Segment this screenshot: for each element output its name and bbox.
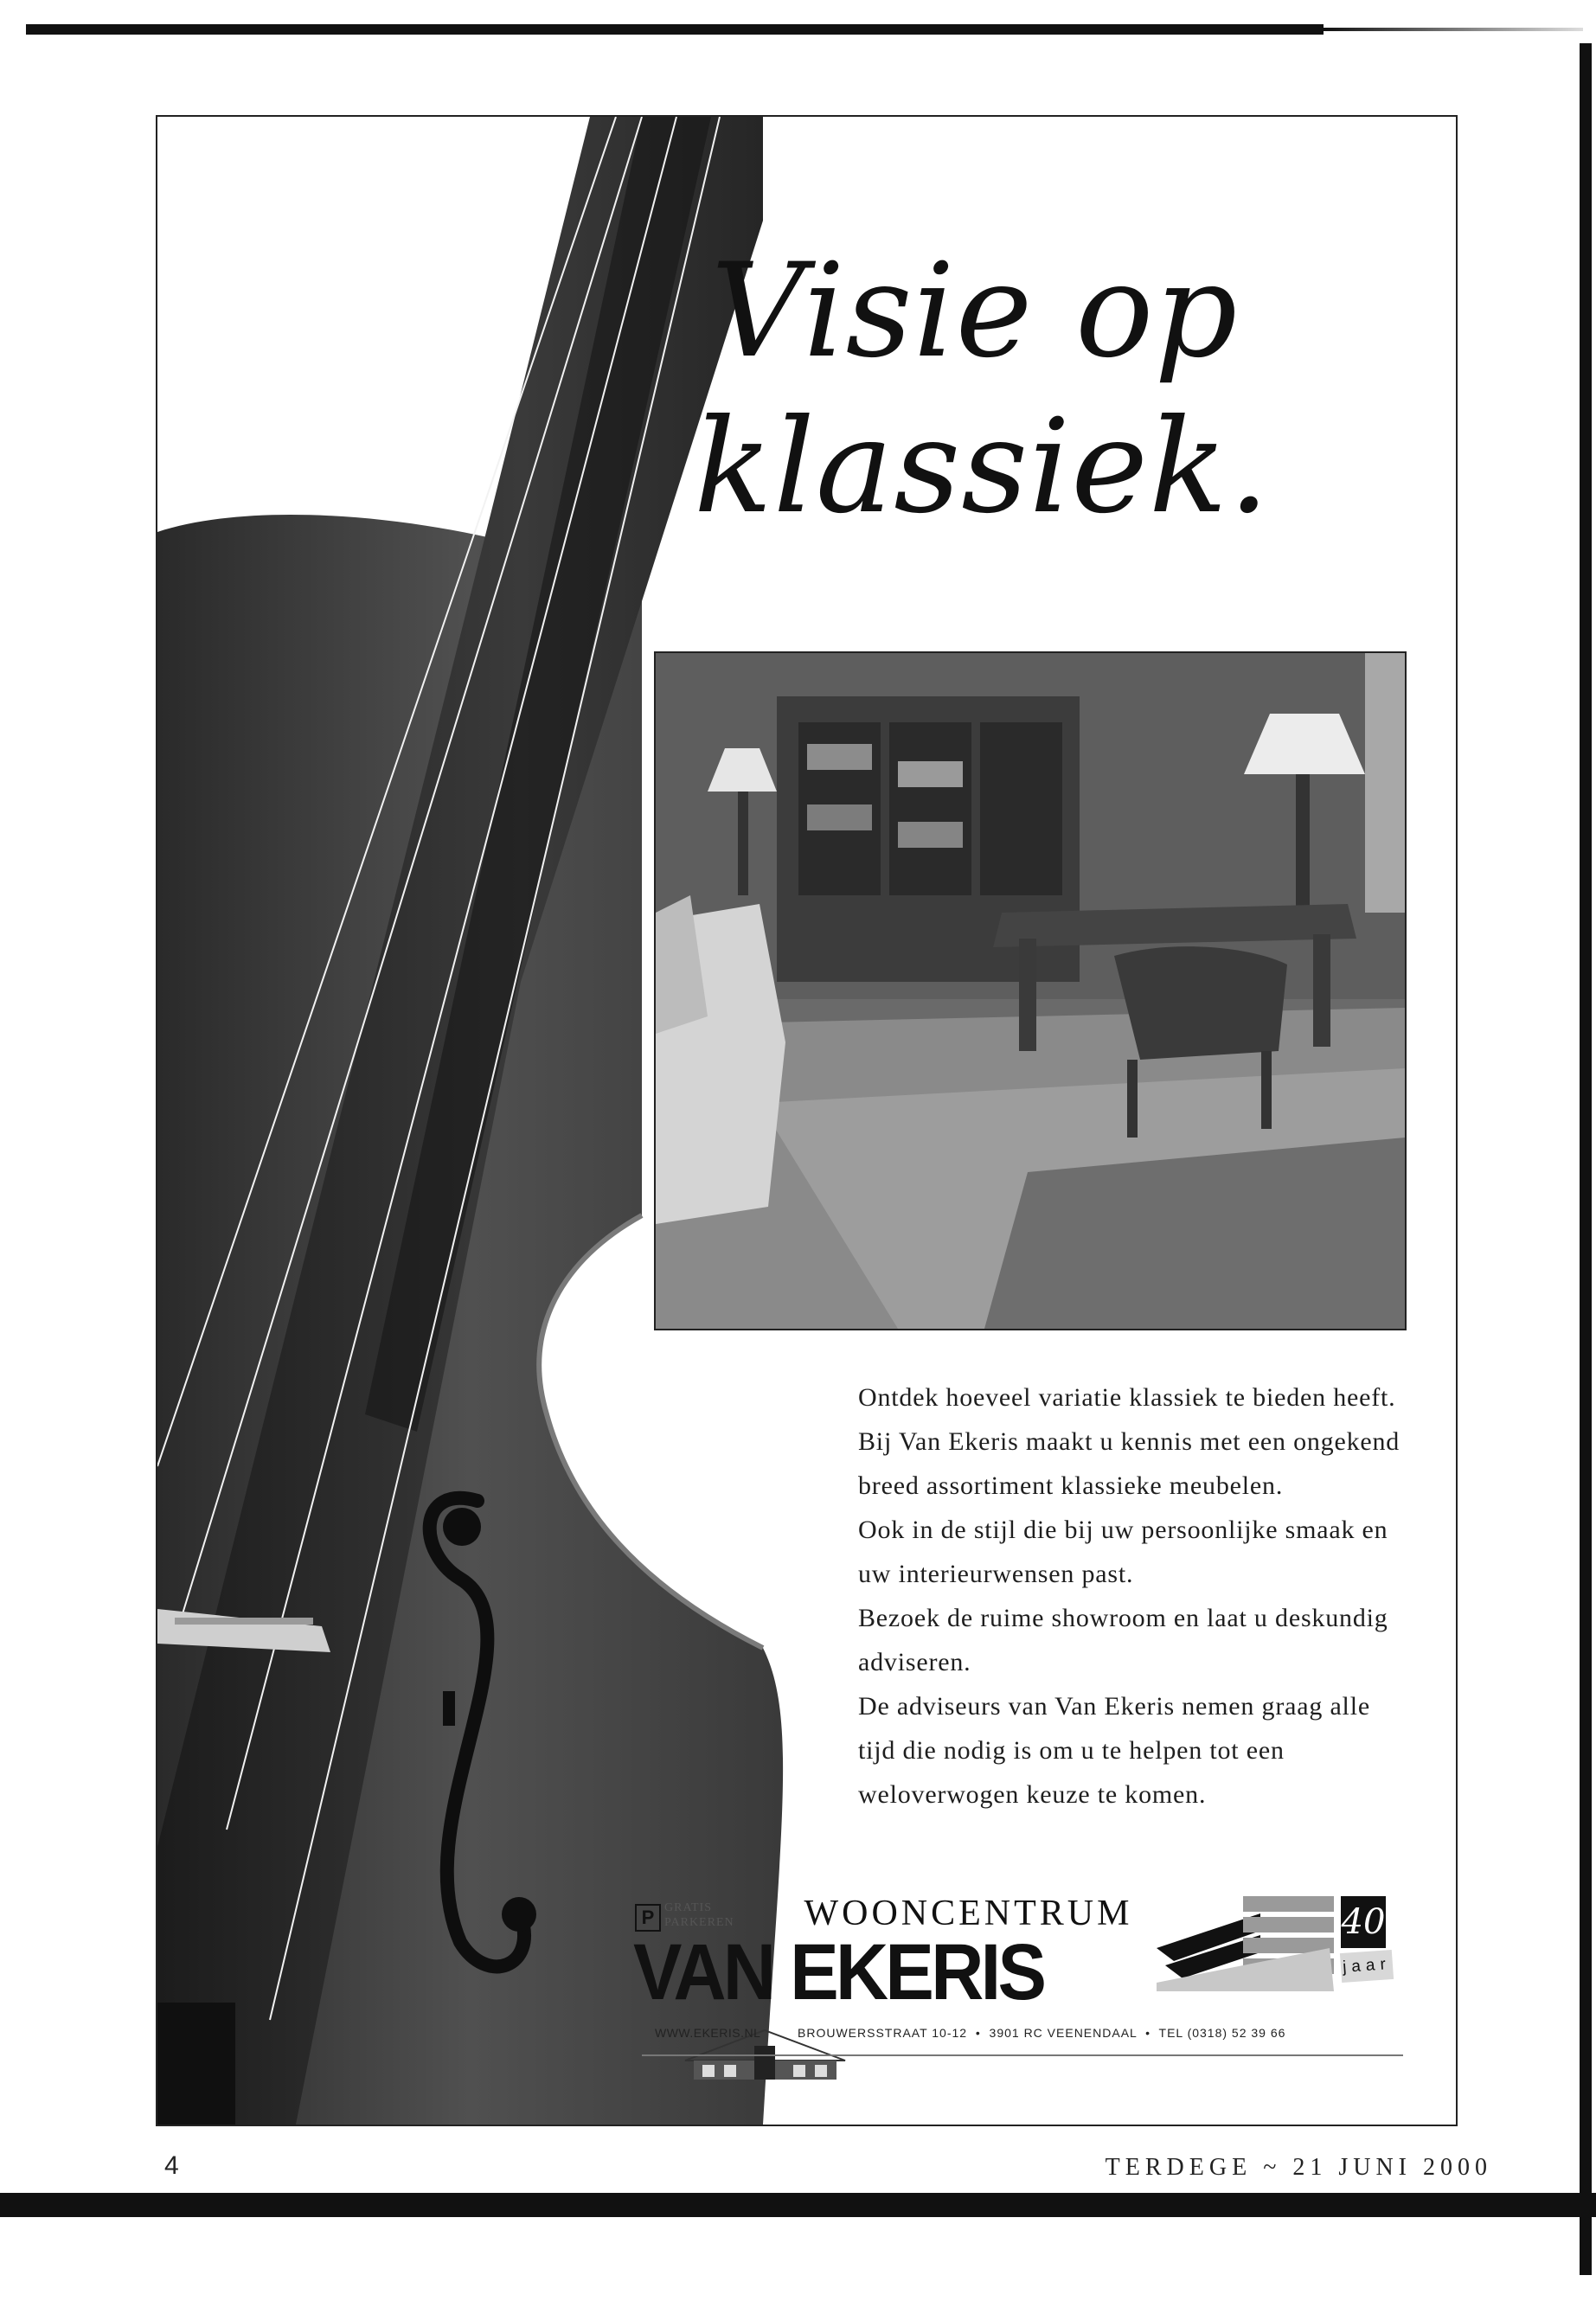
headline-line-1: Visie op: [711, 236, 1239, 387]
headline: [694, 234, 1271, 545]
running-footer: TERDEGE ~ 21 JUNI 2000: [1105, 2154, 1492, 2181]
interior-photo: [654, 651, 1407, 1330]
ekeris-logo-mark: [1157, 1896, 1334, 1991]
parking-text: [664, 1900, 734, 1930]
parking-line-2: PARKEREN: [664, 1916, 734, 1929]
store-name-main: VAN EKERIS: [633, 1928, 1044, 2016]
anniversary-number: 40: [1341, 1896, 1386, 1948]
body-copy: [858, 1375, 1403, 1817]
body-paragraph: Ook in de stijl die bij uw persoonlijke smaak en uw interieurwensen past.: [858, 1516, 1388, 1588]
bottom-rule: [0, 2193, 1596, 2217]
anniversary-word: jaar: [1340, 1950, 1394, 1983]
top-rule-fade: [1324, 28, 1583, 31]
body-paragraph: De adviseurs van Van Ekeris nemen graag alle tijd die nodig is om u te helpen tot een weloverwogen keuze te komen.: [858, 1692, 1370, 1809]
right-edge-rule: [1580, 43, 1592, 2275]
store-address: BROUWERSSTRAAT 10-12 • 3901 RC VEENENDAAL • TEL (0318) 52 39 66: [798, 2026, 1286, 2040]
store-name-top: WOONCENTRUM: [804, 1894, 1133, 1933]
parking-line-1: GRATIS: [664, 1901, 713, 1914]
body-paragraph: Ontdek hoeveel variatie klassiek te bieden heeft. Bij Van Ekeris maakt u kennis met een ongekend breed assortiment klassieke meubelen.: [858, 1383, 1401, 1500]
footer-divider: [642, 2054, 1403, 2056]
advertisement: [156, 115, 1458, 2126]
parking-icon: P: [635, 1904, 661, 1932]
website-link: WWW.EKERIS.NL: [655, 2026, 761, 2040]
headline-line-2: klassiek.: [694, 392, 1271, 542]
top-rule: [26, 24, 1324, 35]
page-number: 4: [164, 2151, 179, 2180]
body-paragraph: Bezoek de ruime showroom en laat u deskundig adviseren.: [858, 1604, 1388, 1676]
